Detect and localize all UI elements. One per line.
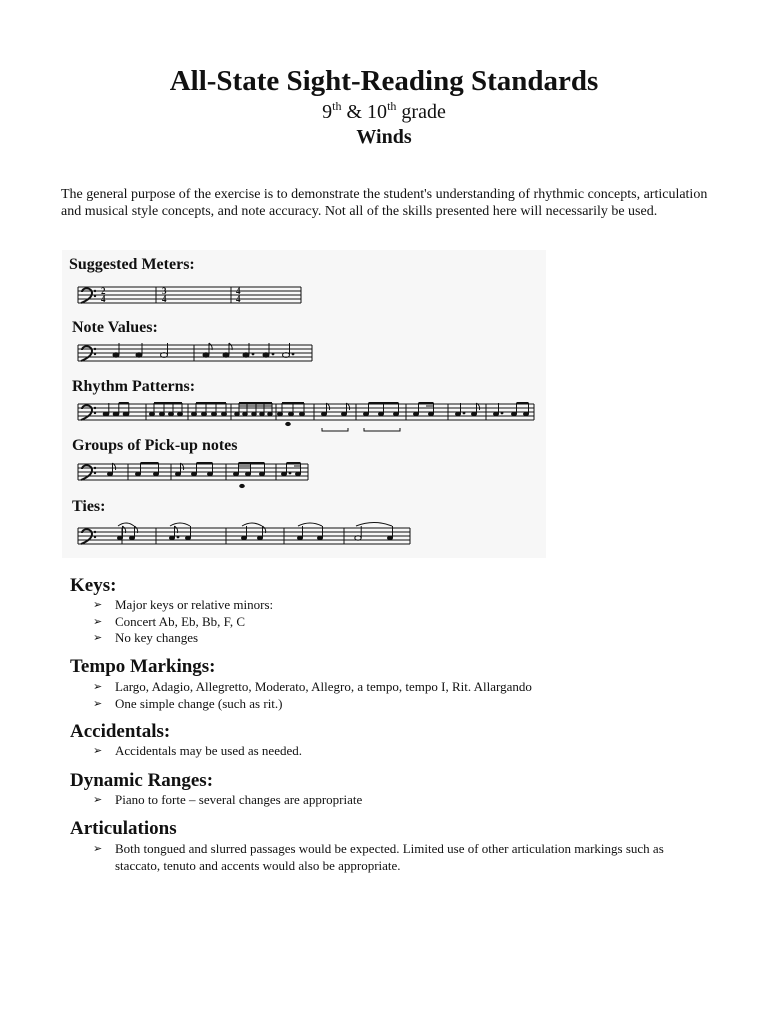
dynamics-heading: Dynamic Ranges:: [70, 770, 214, 791]
arrowhead-bullet-icon: ➢: [93, 681, 103, 693]
list-item: [93, 597, 693, 614]
list-item-text: Concert Ab, Eb, Bb, F, C: [115, 613, 246, 629]
note-values-label: Note Values:: [72, 319, 158, 336]
arrowhead-bullet-icon: ➢: [93, 843, 103, 855]
rhythm-patterns-label: Rhythm Patterns:: [72, 378, 196, 395]
meter-4-top: 4: [236, 286, 241, 296]
list-item-text: Accidentals may be used as needed.: [115, 743, 302, 758]
grade-nine-suffix: th: [332, 99, 342, 113]
grade-ten: & 10: [341, 101, 388, 123]
arrowhead-bullet-icon: ➢: [93, 745, 103, 757]
grade-word: grade: [396, 101, 446, 123]
meter-3-top: 3: [162, 286, 167, 296]
tempo-heading: Tempo Markings:: [70, 656, 216, 677]
articulations-list: [93, 841, 703, 874]
list-item-text: One simple change (such as rit.): [115, 695, 283, 711]
list-item: [93, 630, 693, 647]
page-title: All-State Sight-Reading Standards: [169, 65, 599, 97]
meter-2-bottom: 4: [101, 294, 106, 304]
note-values-staff: [76, 341, 316, 367]
arrowhead-bullet-icon: ➢: [93, 697, 103, 710]
list-item: [93, 696, 693, 713]
list-item: [93, 743, 693, 760]
arrowhead-bullet-icon: ➢: [93, 599, 103, 611]
instrument-section: Winds: [356, 126, 412, 148]
list-item: [93, 792, 693, 809]
grade-nine: 9: [322, 101, 333, 123]
list-item: [93, 679, 693, 696]
list-item: [93, 614, 693, 631]
meters-staff: [76, 283, 304, 307]
grade-subtitle: [0, 99, 768, 125]
list-item-text: Both tongued and slurred passages would be expected. Limited use of other articulation markings such as staccato, tenuto and accents would also be appropriate.: [115, 841, 664, 873]
keys-list: [93, 597, 693, 647]
list-item-text: Piano to forte – several changes are appropriate: [115, 792, 363, 807]
tempo-list: [93, 679, 693, 712]
suggested-meters-label: Suggested Meters:: [69, 256, 195, 273]
ties-staff: [76, 520, 414, 554]
grade-ten-suffix: th: [387, 99, 397, 113]
arrowhead-bullet-icon: ➢: [93, 794, 103, 806]
ties-label: Ties:: [72, 498, 106, 515]
music-examples: [62, 250, 546, 558]
meter-4-bottom: 4: [236, 294, 241, 304]
meter-3-bottom: 4: [162, 294, 167, 304]
pickup-groups-staff: [76, 458, 312, 494]
rhythm-patterns-staff: [76, 398, 538, 438]
dynamics-list: [93, 792, 693, 809]
articulations-heading: Articulations: [70, 818, 177, 839]
arrowhead-bullet-icon: ➢: [93, 632, 103, 644]
list-item: [93, 841, 703, 874]
accidentals-heading: Accidentals:: [70, 721, 171, 742]
meter-2-top: 2: [101, 286, 106, 296]
pickup-groups-label: Groups of Pick-up notes: [72, 437, 238, 454]
list-item-text: Major keys or relative minors:: [115, 597, 274, 612]
arrowhead-bullet-icon: ➢: [93, 615, 103, 628]
rhythm-beam-groups: [150, 403, 529, 431]
intro-paragraph: The general purpose of the exercise is to demonstrate the student's understanding of rhythmic concepts, articulation and musical style concepts, and note accuracy. Not all of the skills presented here will necessarily be used.: [61, 187, 708, 219]
accidentals-list: [93, 743, 693, 760]
list-item-text: Largo, Adagio, Allegretto, Moderato, Allegro, a tempo, tempo I, Rit. Allargando: [115, 679, 532, 694]
list-item-text: No key changes: [115, 630, 199, 645]
keys-heading: Keys:: [70, 575, 117, 596]
